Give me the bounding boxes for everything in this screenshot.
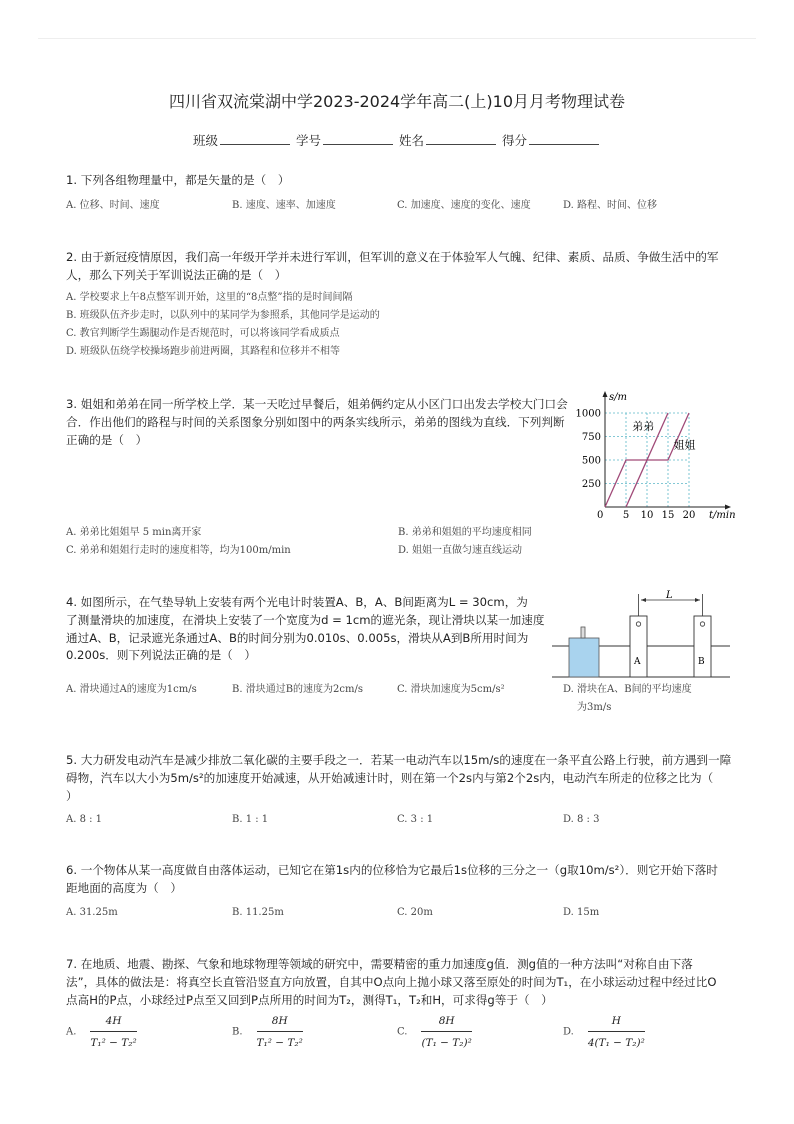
stem-line: 0.200s．则下列说法正确的是（ ）	[66, 648, 256, 663]
name-blank[interactable]	[426, 132, 496, 145]
q2-option-d[interactable]: D. 班级队伍绕学校操场跑步前进两圈，其路程和位移并不相等	[66, 346, 341, 357]
q5-option-a[interactable]: A. 8 : 1	[66, 814, 103, 825]
option-letter: A.	[66, 1026, 77, 1038]
y-tick-label: 250	[581, 479, 601, 490]
q1-option-d[interactable]: D. 路程、时间、位移	[563, 200, 658, 211]
question-3-stem	[66, 396, 568, 449]
score-blank[interactable]	[529, 132, 599, 145]
q2-option-b[interactable]: B. 班级队伍齐步走时，以队列中的某同学为参照系，其他同学是运动的	[66, 310, 380, 321]
q3-option-a[interactable]: A. 弟弟比姐姐早 5 min离开家	[66, 527, 202, 538]
air-track-diagram	[552, 588, 732, 680]
stem-line: 通过A、B，记录遮光条通过A、B的时间分别为0.010s、0.005s，滑块从A到B所用时间为	[66, 630, 529, 645]
q1-option-b[interactable]: B. 速度、速率、加速度	[232, 200, 336, 211]
stem-line: 合．作出他们的路程与时间的关系图象分别如图中的两条实线所示，弟弟的图线为直线．下列判断	[66, 414, 565, 429]
fraction	[421, 1012, 471, 1052]
label-L: L	[666, 590, 673, 601]
y-tick-label: 500	[581, 455, 601, 467]
q4-option-b[interactable]: B. 滑块通过B的速度为2cm/s	[232, 684, 364, 695]
fraction	[90, 1012, 136, 1052]
stem-line: 了测量滑块的加速度，在滑块上安装了一个宽度为d = 1cm的遮光条，现让滑块以某一加速度	[66, 612, 545, 627]
q4-option-d-line2: 为3m/s	[577, 702, 612, 713]
y-tick-label: 1000	[575, 408, 601, 420]
q7-option-b[interactable]	[232, 1012, 303, 1052]
light-shield-strip	[581, 627, 585, 638]
stem-line: 人，那么下列关于军训说法正确的是（ ）	[66, 267, 287, 282]
series-label-sister: 姐姐	[673, 438, 696, 452]
fraction	[588, 1012, 645, 1052]
page-title: 四川省双流棠湖中学2023-2024学年高二(上)10月月考物理试卷	[168, 92, 626, 111]
name-label: 姓名	[398, 133, 424, 148]
q4-option-d[interactable]	[563, 681, 692, 717]
q7-option-c[interactable]	[397, 1012, 472, 1052]
option-letter: D.	[563, 1026, 574, 1038]
stem-line: 4. 如图所示，在气垫导轨上安装有两个光电计时装置A、B，A、B间距离为L = 30cm，为	[66, 595, 528, 609]
stem-line: 2. 由于新冠疫情原因，我们高一年级开学并未进行军训，但军训的意义在于体验军人气魄、纪律、素质、品质、争做生活中的军	[66, 250, 719, 264]
distance-time-graph	[570, 388, 740, 520]
series-label-brother: 弟弟	[632, 419, 655, 433]
denominator: (T₁ − T₂)²	[421, 1037, 472, 1049]
x-tick-label: 20	[682, 510, 696, 520]
x-tick-label: 5	[622, 510, 630, 520]
page-top-border	[38, 38, 756, 39]
q6-option-a[interactable]: A. 31.25m	[66, 907, 118, 918]
stem-line: 距地面的高度为（ ）	[66, 880, 182, 895]
q7-option-a[interactable]	[66, 1012, 137, 1052]
x-tick-label: 10	[640, 510, 654, 520]
q4-option-a[interactable]: A. 滑块通过A的速度为1cm/s	[66, 684, 197, 695]
label-B: B	[698, 657, 705, 667]
numerator: 8H	[257, 1012, 303, 1032]
denominator: T₁² − T₂²	[256, 1037, 303, 1049]
q4-option-c[interactable]: C. 滑块加速度为5cm/s²	[397, 684, 505, 695]
y-axis-arrow	[603, 391, 608, 397]
numerator: 8H	[421, 1012, 471, 1032]
q5-option-d[interactable]: D. 8 : 3	[563, 814, 600, 825]
stem-line: ）	[66, 788, 78, 803]
q5-option-b[interactable]: B. 1 : 1	[232, 814, 269, 825]
denominator: 4(T₁ − T₂)²	[587, 1037, 645, 1049]
q6-option-c[interactable]: C. 20m	[397, 907, 433, 918]
q2-options	[66, 289, 380, 361]
label-A: A	[634, 657, 641, 667]
y-axis-label: s/m	[609, 392, 627, 403]
stem-line: 碍物，汽车以大小为5m/s²的加速度开始减速，从开始减速计时，则在第一个2s内与第2个2s内，电动汽车所走的位移之比为（	[66, 770, 714, 785]
question-6-stem	[66, 862, 718, 898]
stem-line: 法”，具体的做法是：将真空长直管沿竖直方向放置，自其中O点向上抛小球又落至原处的时间为T₁，在小球运动过程中经过比O	[66, 974, 717, 989]
id-blank[interactable]	[323, 132, 393, 145]
stem-line: 3. 姐姐和弟弟在同一所学校上学．某一天吃过早餐后，姐弟俩约定从小区门口出发去学校大门口会	[66, 397, 568, 411]
denominator: T₁² − T₂²	[90, 1037, 137, 1049]
stem-line: 7. 在地质、地震、勘探、气象和地球物理等领域的研究中，需要精密的重力加速度g值．测g值的一种方法叫“对称自由下落	[66, 957, 693, 971]
q3-option-c[interactable]: C. 弟弟和姐姐行走时的速度相等，均为100m/min	[66, 545, 291, 556]
x-tick-label: 15	[661, 510, 675, 520]
stem-line: 正确的是（ ）	[66, 432, 148, 447]
option-letter: B.	[232, 1026, 243, 1038]
y-tick-label: 750	[581, 432, 601, 443]
fraction	[257, 1012, 303, 1052]
numerator: 4H	[90, 1012, 136, 1032]
gate-a	[630, 616, 647, 677]
question-1-stem	[66, 172, 289, 190]
slider-block	[569, 638, 599, 677]
q3-option-b[interactable]: B. 弟弟和姐姐的平均速度相同	[398, 527, 532, 538]
origin-label: 0	[597, 510, 604, 520]
q6-option-d[interactable]: D. 15m	[563, 907, 600, 918]
score-label: 得分	[501, 133, 527, 148]
class-blank[interactable]	[220, 132, 290, 145]
option-letter: C.	[397, 1026, 408, 1038]
question-2-stem	[66, 249, 718, 285]
question-4-stem	[66, 594, 544, 665]
numerator: H	[588, 1012, 645, 1032]
x-axis-arrow	[725, 505, 731, 510]
stem-line: 5. 大力研发电动汽车是减少排放二氧化碳的主要手段之一．若某一电动汽车以15m/s的速度在一条平直公路上行驶，前方遇到一障	[66, 753, 732, 767]
q2-option-c[interactable]: C. 教官判断学生踢腿动作是否规范时，可以将该同学看成质点	[66, 328, 340, 339]
q7-option-d[interactable]	[563, 1012, 645, 1052]
class-label: 班级	[192, 133, 218, 148]
q5-option-c[interactable]: C. 3 : 1	[397, 814, 434, 825]
student-info-line	[0, 131, 794, 149]
id-label: 学号	[295, 133, 321, 148]
q2-option-a[interactable]: A. 学校要求上午8点整军训开始，这里的“8点整”指的是时间间隔	[66, 292, 353, 303]
q4-option-d-line1: D. 滑块在A、B间的平均速度	[563, 684, 692, 695]
gate-b	[694, 616, 711, 677]
stem-line: 1. 下列各组物理量中，都是矢量的是（ ）	[66, 173, 290, 187]
question-7-stem	[66, 956, 716, 1009]
q3-option-d[interactable]: D. 姐姐一直做匀速直线运动	[398, 545, 523, 556]
question-5-stem	[66, 752, 731, 805]
q1-option-c[interactable]: C. 加速度、速度的变化、速度	[397, 200, 531, 211]
stem-line: 点高H的P点，小球经过P点至又回到P点所用的时间为T₂，测得T₁，T₂和H，可求得g等于（ ）	[66, 992, 553, 1007]
q1-option-a[interactable]: A. 位移、时间、速度	[66, 200, 160, 211]
stem-line: 6. 一个物体从某一高度做自由落体运动，已知它在第1s内的位移恰为它最后1s位移的三分之一（g取10m/s²）．则它开始下落时	[66, 863, 718, 877]
x-axis-label: t/min	[709, 510, 736, 520]
q6-option-b[interactable]: B. 11.25m	[232, 907, 284, 918]
